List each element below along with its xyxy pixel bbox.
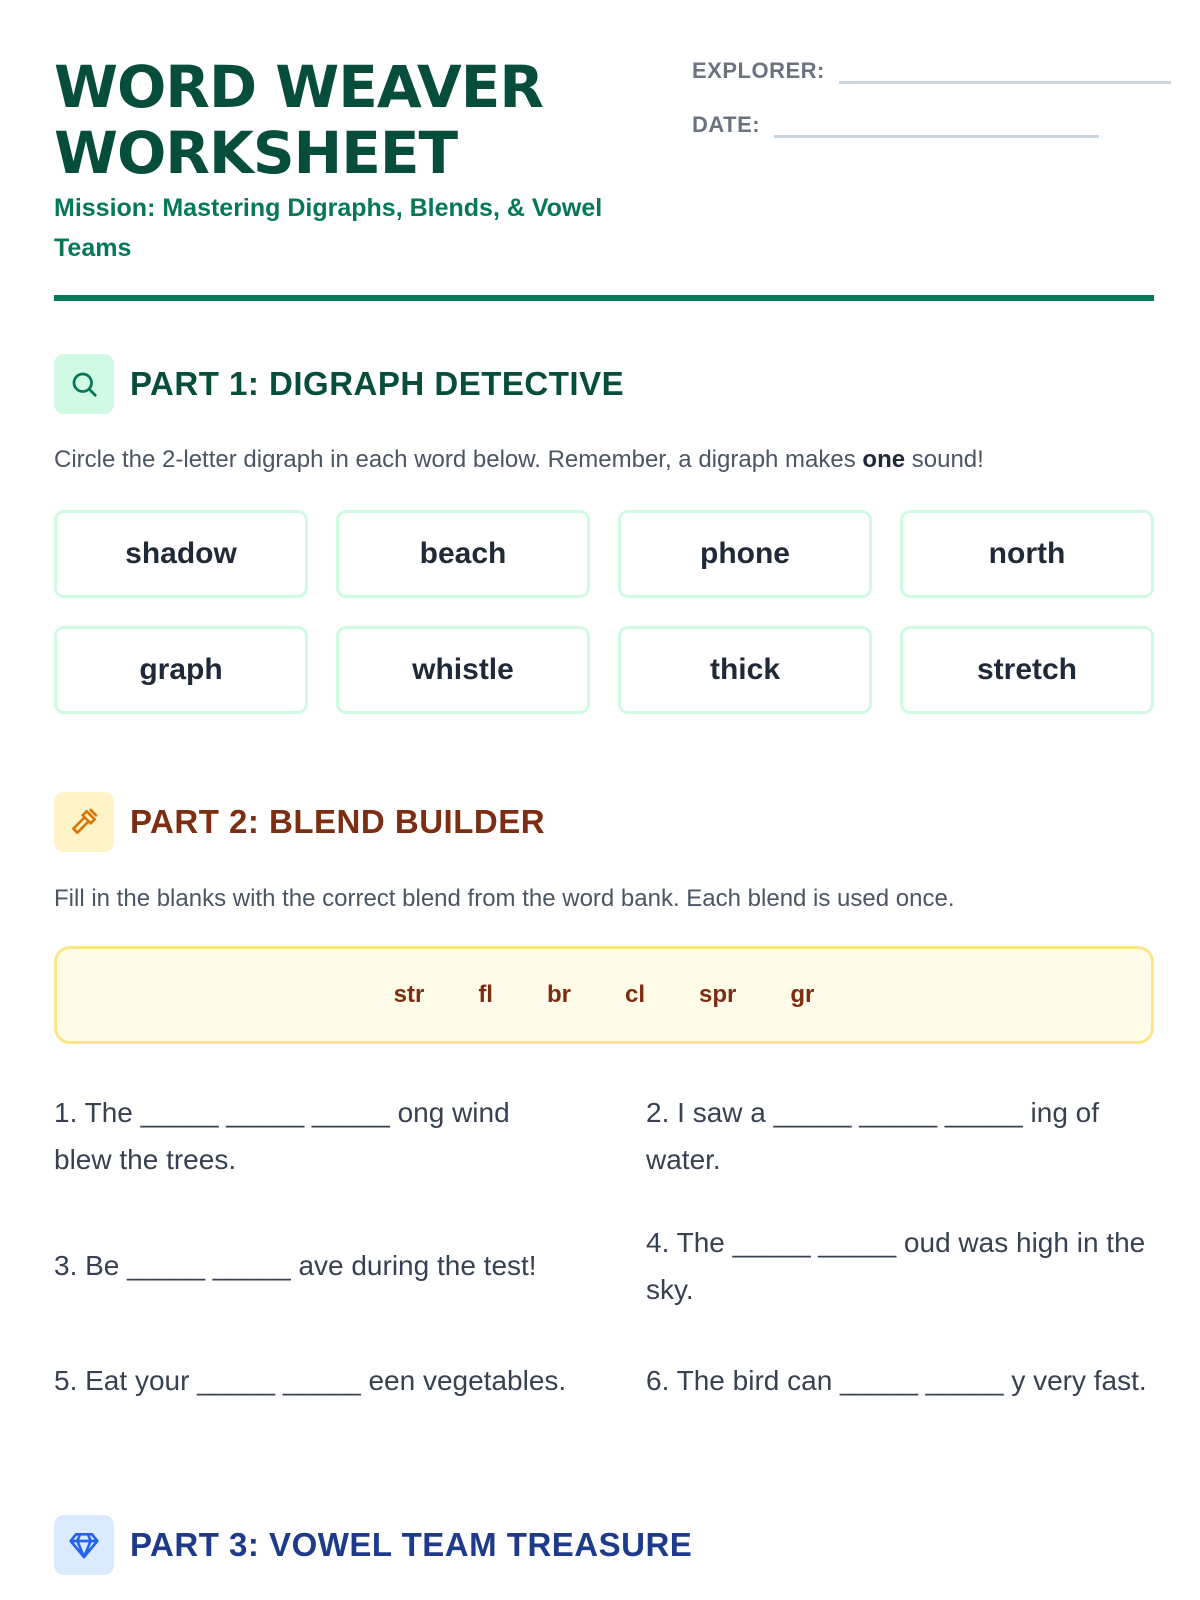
header-divider <box>54 295 1154 301</box>
word-card[interactable]: stretch <box>900 626 1154 714</box>
part2-title: PART 2: BLEND BUILDER <box>130 803 546 840</box>
part2-header <box>54 792 545 852</box>
blend-sentence: 4. The _____ _____ oud was high in the sky. <box>646 1227 1146 1305</box>
date-input-line[interactable] <box>774 113 1099 138</box>
blend-sentence: 1. The _____ _____ _____ ong wind blew the trees. <box>54 1097 510 1175</box>
title-line-1: WORD WEAVER <box>54 53 543 121</box>
blend-sentence: 2. I saw a _____ _____ _____ ing of water. <box>646 1097 1100 1175</box>
part2-instructions: Fill in the blanks with the correct blend from the word bank. Each blend is used once. <box>54 885 955 912</box>
word-card[interactable]: beach <box>336 510 590 598</box>
worksheet-title <box>54 54 543 186</box>
explorer-label: EXPLORER: <box>692 58 825 83</box>
word-bank-item: fl <box>478 981 493 1008</box>
digraph-word-grid <box>54 510 1154 714</box>
part1-header <box>54 354 624 414</box>
part1-instructions-pre: Circle the 2-letter digraph in each word below. Remember, a digraph makes <box>54 446 863 473</box>
explorer-field <box>692 58 1171 84</box>
word-bank <box>54 946 1154 1044</box>
title-line-2: WORKSHEET <box>54 119 458 187</box>
date-field <box>692 112 1099 138</box>
blend-sentence: 5. Eat your _____ _____ een vegetables. <box>54 1365 567 1396</box>
part1-instructions-post: sound! <box>905 446 984 473</box>
part3-title: PART 3: VOWEL TEAM TREASURE <box>130 1526 693 1563</box>
diamond-icon <box>54 1515 114 1575</box>
part1-instructions <box>54 446 984 474</box>
blend-sentence: 6. The bird can _____ _____ y very fast. <box>646 1365 1147 1396</box>
blend-sentence: 3. Be _____ _____ ave during the test! <box>54 1250 537 1281</box>
word-bank-item: gr <box>790 981 815 1008</box>
word-card[interactable]: north <box>900 510 1154 598</box>
part3-header <box>54 1515 692 1575</box>
part1-title: PART 1: DIGRAPH DETECTIVE <box>130 365 625 402</box>
word-bank-item: br <box>546 981 571 1008</box>
word-card[interactable]: thick <box>618 626 872 714</box>
word-card[interactable]: graph <box>54 626 308 714</box>
word-bank-item: spr <box>699 981 737 1008</box>
word-card[interactable]: whistle <box>336 626 590 714</box>
word-card[interactable]: shadow <box>54 510 308 598</box>
explorer-input-line[interactable] <box>839 59 1171 84</box>
word-bank-item: str <box>393 981 425 1008</box>
mission-subtitle: Mission: Mastering Digraphs, Blends, & Vowel Teams <box>54 194 603 262</box>
date-label: DATE: <box>692 112 761 137</box>
hammer-icon <box>54 792 114 852</box>
part1-instructions-bold: one <box>862 446 906 473</box>
search-icon <box>54 354 114 414</box>
word-card[interactable]: phone <box>618 510 872 598</box>
word-bank-item: cl <box>624 981 645 1008</box>
